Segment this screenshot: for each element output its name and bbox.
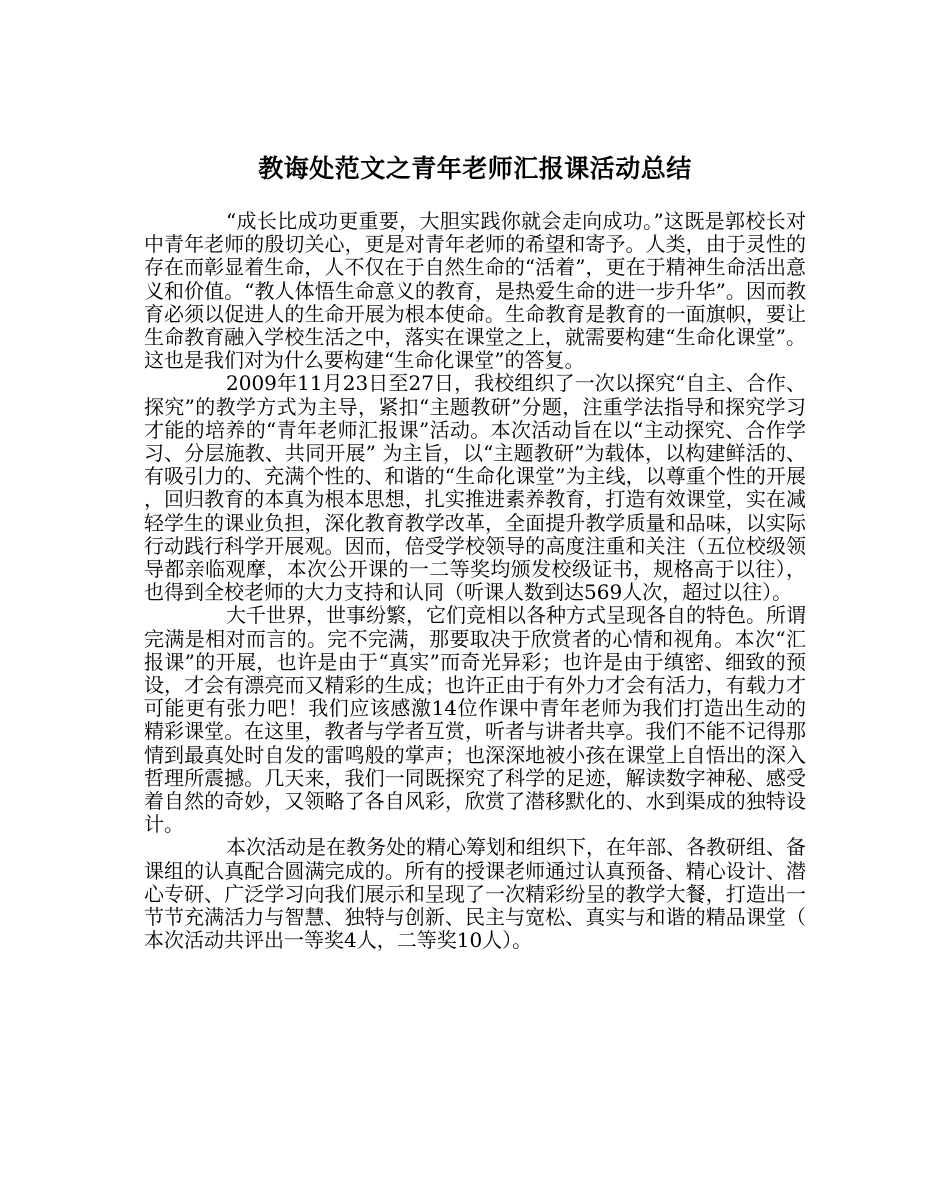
paragraph-3: 大千世界，世事纷繁，它们竞相以各种方式呈现各自的特色。所谓完满是相对而言的。完不完满，那要取决于欣赏者的心情和视角。本次“汇报课”的开展，也许是由于“真实”而奇光异彩；也许是由于缜密、细致的预设，才会有漂亮而又精彩的生成；也许正由于有外力才会有活力，有载力才可能更有张力吧！我们应该感激14位作课中青年老师为我们打造出生动的精彩课堂。在这里，教者与学者互赏，听者与讲者共享。我们不能不记得那情到最真处时自发的雷鸣般的掌声；也深深地被小孩在课堂上自悟出的深入哲理所震撼。几天来，我们一同既探究了科学的足迹，解读数字神秘、感受着自然的奇妙，又领略了各自风彩，欣赏了潜移默化的、水到渠成的独特设计。 bbox=[144, 603, 806, 837]
document-title: 教诲处范文之青年老师汇报课活动总结 bbox=[258, 153, 692, 183]
paragraph-2: 2009年11月23日至27日，我校组织了一次以探究“自主、合作、探究”的教学方式为主导，紧扣“主题教研”分题，注重学法指导和探究学习才能的培养的“青年老师汇报课”活动。本次活动旨在以“主动探究、合作学习、分层施教、共同开展” 为主旨，以“主题教研”为载体，以构建鲜活的、有吸引力的、充满个性的、和谐的“生命化课堂”为主线，以尊重个性的开展，回归教育的本真为根本思想，扎实推进素养教育，打造有效课堂，实在减轻学生的课业负担，深化教育教学改革，全面提升教学质量和品味，以实际行动践行科学开展观。因而，倍受学校领导的高度注重和关注（五位校级领导都亲临观摩，本次公开课的一二等奖均颁发校级证书，规格高于以往），也得到全校老师的大力支持和认同（听课人数到达569人次，超过以往）。 bbox=[144, 371, 806, 605]
paragraph-1: “成长比成功更重要，大胆实践你就会走向成功。”这既是郭校长对中青年老师的殷切关心，更是对青年老师的希望和寄予。人类，由于灵性的存在而彰显着生命，人不仅在于自然生命的“活着”，更在于精神生命活出意义和价值。“教人体悟生命意义的教育，是热爱生命的进一步升华”。因而教育必须以促进人的生命开展为根本使命。生命教育是教育的一面旗帜，要让生命教育融入学校生活之中，落实在课堂之上，就需要构建“生命化课堂”。这也是我们对为什么要构建“生命化课堂”的答复。 bbox=[144, 209, 806, 373]
paragraph-4: 本次活动是在教务处的精心筹划和组织下，在年部、各教研组、备课组的认真配合圆满完成的。所有的授课老师通过认真预备、精心设计、潜心专研、广泛学习向我们展示和呈现了一次精彩纷呈的教学大餐，打造出一节节充满活力与智慧、独特与创新、民主与宽松、真实与和谐的精品课堂（本次活动共评出一等奖4人，二等奖10人）。 bbox=[144, 835, 806, 953]
document-body bbox=[144, 210, 806, 953]
